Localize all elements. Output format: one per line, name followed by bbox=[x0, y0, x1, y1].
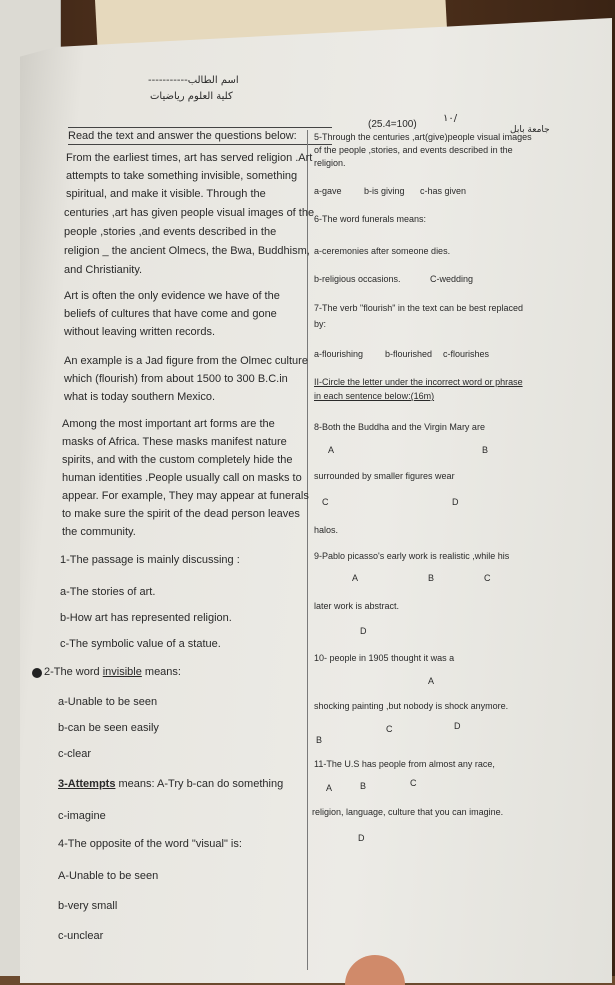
arabic-note: /١٠ bbox=[443, 113, 458, 124]
question-text bbox=[44, 666, 181, 679]
option-a[interactable]: a-gave bbox=[314, 186, 342, 196]
option-c[interactable]: c-flourishes bbox=[443, 349, 490, 359]
student-name-line: اسم الطالب----------- bbox=[148, 75, 239, 86]
question-text: 9-Pablo picasso's early work is realistic ,while his bbox=[314, 551, 510, 561]
punch-hole-icon bbox=[32, 668, 42, 678]
passage-line: religion _ the ancient Olmecs, the Bwa, Buddhism, bbox=[64, 245, 310, 257]
letter-a[interactable]: A bbox=[428, 676, 435, 686]
question-text bbox=[58, 778, 283, 791]
question-text: later work is abstract. bbox=[314, 601, 400, 611]
question-text: halos. bbox=[314, 525, 339, 535]
letter-c[interactable]: C bbox=[484, 573, 491, 583]
option-b[interactable]: b-very small bbox=[58, 900, 118, 912]
option-b[interactable]: b-How art has represented religion. bbox=[60, 612, 232, 624]
letter-d[interactable]: D bbox=[358, 833, 365, 843]
passage-line: beliefs of cultures that have come and gone bbox=[64, 308, 277, 320]
question-text: 5-Through the centuries ,art(give)people visual images bbox=[314, 132, 532, 142]
passage-line: centuries ,art has given people visual images of the bbox=[64, 207, 315, 219]
passage-line: and Christianity. bbox=[64, 264, 143, 276]
letter-b[interactable]: B bbox=[482, 445, 489, 455]
passage-line: appear. For example, They may appear at funerals bbox=[62, 490, 309, 502]
option-c[interactable]: c-The symbolic value of a statue. bbox=[60, 638, 221, 650]
exam-content bbox=[30, 30, 610, 970]
question-text: shocking painting ,but nobody is shock anymore. bbox=[314, 701, 509, 711]
option-a[interactable]: a-Unable to be seen bbox=[58, 696, 158, 708]
question-text: surrounded by smaller figures wear bbox=[314, 471, 455, 481]
passage-line: people ,stories ,and events described in the bbox=[64, 226, 277, 238]
question-text: 1-The passage is mainly discussing : bbox=[60, 554, 240, 566]
passage-line: An example is a Jad figure from the Olmec culture bbox=[64, 355, 308, 367]
letter-c[interactable]: C bbox=[386, 724, 393, 734]
option-c[interactable]: c-clear bbox=[58, 748, 92, 760]
question-text: 8-Both the Buddha and the Virgin Mary are bbox=[314, 422, 485, 432]
option-c[interactable]: C-wedding bbox=[430, 274, 474, 284]
question-options-inline: means: A-Try b-can do something bbox=[118, 778, 284, 790]
question-text: 4-The opposite of the word "visual" is: bbox=[58, 838, 242, 850]
university-name: جامعة بابل bbox=[510, 125, 550, 135]
letter-c[interactable]: C bbox=[410, 778, 417, 788]
passage-line: spiritual, and make it visible. Through the bbox=[66, 188, 266, 200]
passage-line: Among the most important art forms are the bbox=[62, 418, 275, 430]
passage-line: to make sure the spirit of the dead person leaves bbox=[62, 508, 300, 520]
section-heading-line: in each sentence below:(16m) bbox=[314, 391, 435, 401]
letter-a[interactable]: A bbox=[328, 445, 335, 455]
instruction-bar bbox=[68, 127, 332, 145]
letter-a[interactable]: A bbox=[326, 783, 333, 793]
letter-d[interactable]: D bbox=[454, 721, 461, 731]
passage-line: attempts to take something invisible, something bbox=[66, 170, 298, 182]
question-text: 10- people in 1905 thought it was a bbox=[314, 653, 455, 663]
question-keyword: 3-Attempts bbox=[58, 778, 116, 790]
instruction-text: Read the text and answer the questions below: bbox=[68, 130, 297, 142]
question-text: by: bbox=[314, 319, 327, 329]
letter-c[interactable]: C bbox=[322, 497, 329, 507]
question-text: religion. bbox=[314, 158, 346, 168]
passage-line: without leaving written records. bbox=[64, 326, 216, 338]
option-b[interactable]: b-is giving bbox=[364, 186, 405, 196]
college-name: كلية العلوم رياضيات bbox=[150, 91, 233, 102]
passage-line: masks of Africa. These masks manifest nature bbox=[62, 436, 287, 448]
question-keyword: invisible bbox=[102, 666, 142, 678]
passage-line: human identities .People usually call on masks to bbox=[62, 472, 302, 484]
letter-b[interactable]: B bbox=[360, 781, 367, 791]
option-b[interactable]: b-flourished bbox=[385, 349, 433, 359]
letter-a[interactable]: A bbox=[352, 573, 359, 583]
passage-line: From the earliest times, art has served religion .Art bbox=[66, 152, 313, 164]
letter-b[interactable]: B bbox=[316, 735, 323, 745]
option-a[interactable]: a-ceremonies after someone dies. bbox=[314, 246, 451, 256]
option-a[interactable]: A-Unable to be seen bbox=[58, 870, 159, 882]
question-suffix: means: bbox=[144, 666, 181, 678]
question-text: 7-The verb "flourish" in the text can be best replaced bbox=[314, 303, 524, 313]
question-prefix: 2-The word bbox=[44, 666, 100, 678]
passage-line: spirits, and with the custom completely hide the bbox=[62, 454, 293, 466]
letter-d[interactable]: D bbox=[452, 497, 459, 507]
letter-d[interactable]: D bbox=[360, 626, 367, 636]
question-text: of the people ,stories, and events described in the bbox=[314, 145, 513, 155]
passage-line: the community. bbox=[62, 526, 136, 538]
section-heading-line: II-Circle the letter under the incorrect word or phrase bbox=[314, 377, 523, 387]
question-text: 6-The word funerals means: bbox=[314, 214, 427, 224]
letter-b[interactable]: B bbox=[428, 573, 435, 583]
option-b[interactable]: b-can be seen easily bbox=[58, 722, 159, 734]
option-a[interactable]: a-flourishing bbox=[314, 349, 364, 359]
grade-label: (25.4=100) bbox=[368, 119, 417, 130]
question-text: 11-The U.S has people from almost any race, bbox=[314, 759, 495, 769]
option-c[interactable]: c-imagine bbox=[58, 810, 106, 822]
passage-line: which (flourish) from about 1500 to 300 B.C.in bbox=[64, 373, 288, 385]
option-c[interactable]: c-unclear bbox=[58, 930, 104, 942]
option-a[interactable]: a-The stories of art. bbox=[60, 586, 156, 598]
passage-line: Art is often the only evidence we have of the bbox=[64, 290, 280, 302]
option-c[interactable]: c-has given bbox=[420, 186, 467, 196]
passage-line: what is today southern Mexico. bbox=[64, 391, 216, 403]
option-b[interactable]: b-religious occasions. bbox=[314, 274, 401, 284]
question-text: religion, language, culture that you can imagine. bbox=[312, 807, 504, 817]
